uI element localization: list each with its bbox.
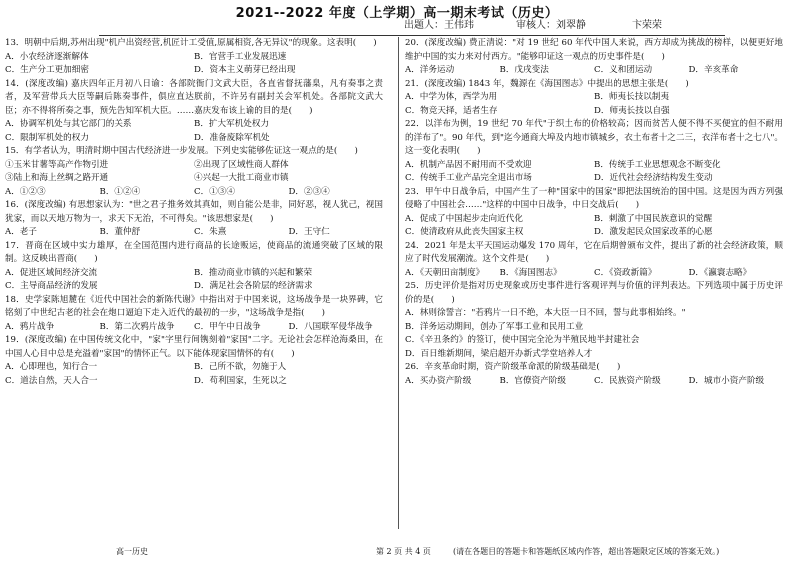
answer-option: C．传统手工业产品完全退出市场 xyxy=(405,173,532,183)
option-list xyxy=(405,307,783,361)
answer-option: ①玉米甘薯等高产作物引进 xyxy=(5,159,109,170)
question-text: 24．2021 年是太平天国运动爆发 170 周年，它在后期曾颁布文件，提出了新的社会经济政策，顺应了时代发展潮流。这个文件是( ) xyxy=(405,240,783,264)
option-list xyxy=(5,267,383,294)
answer-option: A．洋务运动 xyxy=(405,65,455,75)
answer-option: D．八国联军侵华战争 xyxy=(288,321,373,332)
answer-option: A．小农经济逐渐解体 xyxy=(5,51,89,62)
answer-option: B．戊戌变法 xyxy=(499,65,549,75)
option-list xyxy=(5,361,383,388)
answer-option: C．《资政新篇》 xyxy=(594,267,657,278)
answer-option: C．使清政府从此丧失国家主权 xyxy=(405,227,524,237)
question-text: 14．(深度改编) 嘉庆四年正月初八日谕：各部院衙门文武大臣，各直省督抚藩臬，凡有奏事之责者，及军营带兵大臣等嗣后陈奏事件，俱应直达朕前，不许另有副封关会军机处。各部院文武大臣；亦不得将所奏之事，预先告知军机大臣。……嘉庆发布该上谕的目的是( ) xyxy=(5,78,383,116)
option-list xyxy=(405,267,783,281)
answer-option: D．王守仁 xyxy=(288,227,330,237)
answer-option: D．辛亥革命 xyxy=(688,65,739,75)
answer-option: D．满足社会各阶层的经济需求 xyxy=(194,281,313,291)
answer-option: ④兴起一大批工商业市镇 xyxy=(194,173,289,183)
answer-option: C．限制军机处的权力 xyxy=(5,132,89,143)
right-column xyxy=(405,37,783,388)
answer-option: B．扩大军机处权力 xyxy=(194,119,270,129)
question-text: 18．史学家陈旭麓在《近代中国社会的新陈代谢》中指出对于中国来说，这场战争是一块界碑，它铭刻了中世纪古老的社会在炮口逼迫下走入近代的最初的一步，"这场战争是指( ) xyxy=(5,294,383,318)
question-text: 25．历史评价是指对历史现象或历史事件进行客观评判与价值的评判表达。下列选项中属于历史评价的是( ) xyxy=(405,281,783,305)
answer-option: A．①②③ xyxy=(5,186,46,197)
answer-option: D．②③④ xyxy=(288,186,330,197)
footer-note: (请在各题目的答题卡和答题纸区域内作答，超出答题限定区域的答案无效。) xyxy=(453,547,720,556)
answer-option: A．《天朝田亩制度》 xyxy=(405,267,485,278)
answer-option: ②出现了区域性商人群体 xyxy=(194,159,289,170)
answer-option: C．生产分工更加细密 xyxy=(5,65,89,75)
answer-option: B．己所不欲，勿施于人 xyxy=(194,362,287,372)
question-text: 26．辛亥革命时期，资产阶级革命派的阶级基础是( ) xyxy=(405,362,621,372)
footer-page-number: 第 2 页 共 4 页 xyxy=(376,547,431,556)
answer-option: A．中学为体，西学为用 xyxy=(405,92,498,102)
answer-option: B．师夷长技以制夷 xyxy=(594,92,670,102)
answer-option: D．苟利国家，生死以之 xyxy=(194,375,287,386)
option-list xyxy=(405,91,783,118)
answer-option: B．第二次鸦片战争 xyxy=(99,321,175,332)
answer-option: A．林则徐誓言："若鸦片一日不绝，本大臣一日不回，誓与此事相始终。" xyxy=(405,308,686,318)
answer-option: C．《辛丑条约》的签订，使中国完全沦为半殖民地半封建社会 xyxy=(405,335,640,345)
question-text: 17．晋商在区域中实力雄厚，在全国范围内进行商品的长途贩运，使商品的流通突破了区域的限制。这反映出晋商( ) xyxy=(5,240,383,264)
answer-option: A．促成了中国起步走向近代化 xyxy=(405,213,523,224)
header-divider xyxy=(99,35,725,36)
answer-option: B．①②④ xyxy=(99,186,141,197)
answer-option: B．刺激了中国民族意识的觉醒 xyxy=(594,213,713,224)
question-text: 23．甲午中日战争后，中国产生了一种"国家中的国家"即把法国统治的国中国。这是因为西方列强侵略了中国社会……"这样的中国中日战争，中日交战后( ) xyxy=(405,186,783,210)
answer-option: D．资本主义萌芽已经出现 xyxy=(194,65,296,75)
answer-option: A．鸦片战争 xyxy=(5,321,55,332)
answer-option: D．城市小资产阶级 xyxy=(688,375,765,386)
answer-option: B．官营手工业发展迅速 xyxy=(194,51,287,62)
answer-option: A．机制产品因不耐用而不受欢迎 xyxy=(405,159,532,170)
answer-option: C．朱熹 xyxy=(194,227,227,237)
option-list xyxy=(5,51,383,78)
reviewer-label: 审核人：刘翠静 xyxy=(516,20,586,31)
answer-option: D．百日维新期间，梁启超开办新式学堂培养人才 xyxy=(405,348,593,359)
answer-option: A．促进区域间经济交流 xyxy=(5,267,98,278)
answer-option: C．民族资产阶级 xyxy=(594,375,661,386)
answer-option: C．主导商品经济的发展 xyxy=(5,281,98,291)
option-list xyxy=(405,159,783,186)
answer-option: C．甲午中日战争 xyxy=(194,321,261,332)
answer-option: C．道法自然，天人合一 xyxy=(5,375,98,386)
question-text: 22．以洋布为例，19 世纪 70 年代"于织土布的价格较高；因而贫苦人便不得不买便宜的但不耐用的洋布了"。90 年代，到"迄今通商大埠及内地市镇城乡，衣土布者十之二三，衣洋布者十之七八"。这一变化表明( ) xyxy=(405,119,783,156)
answer-option: B．官僚资产阶级 xyxy=(499,375,566,386)
answer-option: D．准备废除军机处 xyxy=(194,132,270,143)
answer-option: A．老子 xyxy=(5,227,37,237)
option-list xyxy=(405,64,783,78)
footer-subject: 高一历史 xyxy=(116,547,148,556)
question-text: 16．(深度改编) 有思想家认为："世之君子推务效其真如，则自能公是非，同好恶，视人犹己，视国犹家，而以天地万物为一，求天下无治，不可得矣。"该思想家是( ) xyxy=(5,200,383,224)
option-list xyxy=(5,159,383,186)
answer-option: B．传统手工业思想观念不断变化 xyxy=(594,159,721,170)
option-list xyxy=(5,226,383,240)
author-label: 出题人：王伟玮 xyxy=(404,20,474,31)
answer-option: D．《瀛寰志略》 xyxy=(688,267,752,278)
question-text: 15．有学者认为，明清时期中国古代经济进一步发展。下列史实能够佐证这一观点的是( ) xyxy=(5,146,358,156)
option-list xyxy=(405,375,783,389)
answer-option: A．心即理也，知行合一 xyxy=(5,362,98,372)
answer-option: D．师夷长技以自强 xyxy=(594,105,670,116)
option-list xyxy=(5,118,383,145)
answer-option: C．①③④ xyxy=(194,186,235,197)
answer-option: C．义和团运动 xyxy=(594,65,653,75)
answer-option: B．《海国图志》 xyxy=(499,267,562,278)
option-list xyxy=(405,213,783,240)
answer-option: D．激发起民众国家改革的心愿 xyxy=(594,227,713,237)
answer-option: D．近代社会经济结构发生变动 xyxy=(594,173,713,183)
question-text: 21．(深度改编) 1843 年，魏源在《海国图志》中提出的思想主张是( ) xyxy=(405,78,689,89)
answer-option: C．物竞天择，适者生存 xyxy=(405,105,498,116)
option-list xyxy=(5,321,383,335)
left-column xyxy=(5,37,383,388)
column-divider xyxy=(398,37,399,529)
question-text: 19．(深度改编) 在中国传统文化中，"家"字里行间镌刻着"家国"二字。无论社会怎样沧海桑田，在中国人心目中总是充溢着"家国"的情怀正气。以下能体现家国情怀的有( ) xyxy=(5,335,383,359)
answer-option: A．买办资产阶级 xyxy=(405,375,472,386)
answer-option: ③陆上和海上丝绸之路开通 xyxy=(5,173,109,183)
question-text: 20．(深度改编) 费正清说："对 19 世纪 60 年代中国人来说，西方却成为挑战的榜样，以便更好地维护中国的实力来对付西方。"能够印证这一观点的历史事件是( ) xyxy=(405,38,783,62)
question-text: 13．明朝中后期,苏州出现"机户出资经营,机匠计工受值,原属相资,各无异议"的现象。这表明( ) xyxy=(5,38,377,48)
answer-option: B．推动商业市镇的兴起和繁荣 xyxy=(194,267,313,278)
answer-option: A．协调军机处与其它部门的关系 xyxy=(5,119,132,129)
exam-title: 2021--2022 年度（上学期）高一期末考试（历史） xyxy=(235,6,559,21)
reviewer2-label: 卞荣荣 xyxy=(632,20,662,31)
answer-option: B．洋务运动期间，创办了军事工业和民用工业 xyxy=(405,321,584,332)
answer-option: B．董仲舒 xyxy=(99,227,141,237)
option-list xyxy=(5,186,383,200)
